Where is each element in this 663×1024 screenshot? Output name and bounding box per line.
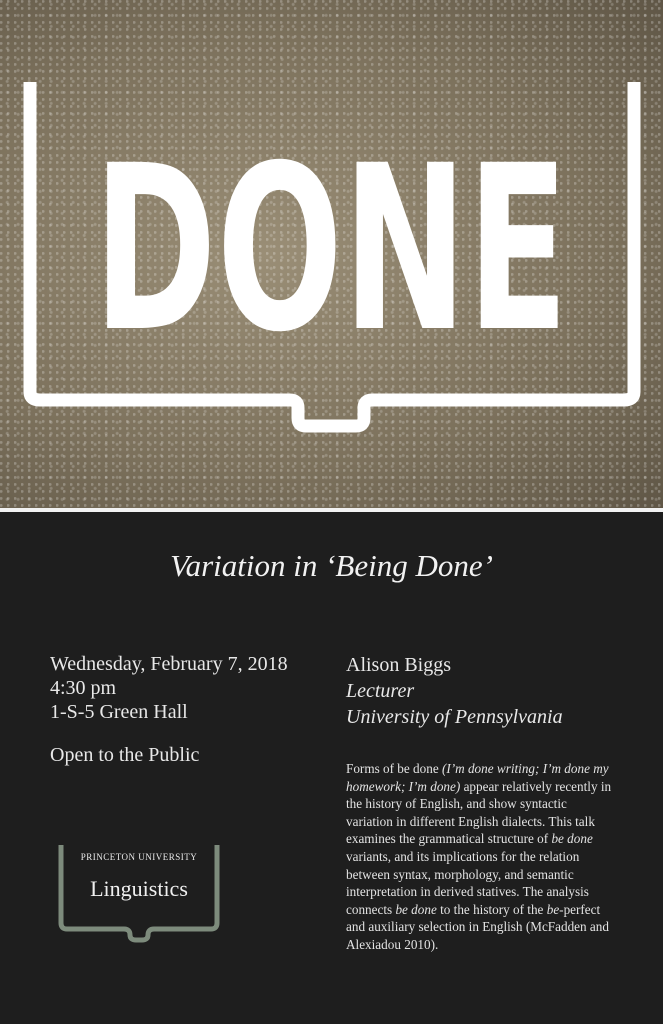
abstract-term: be xyxy=(546,901,560,917)
speaker-role: Lecturer xyxy=(346,680,415,702)
event-access: Open to the Public xyxy=(50,744,200,766)
abstract-term: be done xyxy=(395,901,437,917)
abstract-text: -perfect and auxiliary selection in English (McFadden and Alexiadou 2010). xyxy=(346,901,609,952)
abstract-text: appear relatively recently in the history of English, and show syntactic variation in different English dialects. This talk examines the grammatical structure of xyxy=(346,778,612,847)
abstract-text: to the history of the xyxy=(436,901,547,917)
divider xyxy=(0,508,663,512)
princeton-linguistics-logo xyxy=(58,843,220,943)
event-location: 1-S-5 Green Hall xyxy=(50,701,188,723)
speaker-affiliation: University of Pennsylvania xyxy=(346,706,563,728)
hero-image xyxy=(0,0,663,508)
hero-word: DONE xyxy=(93,116,569,382)
abstract-text: variants, and its implications for the relation between syntax, morphology, and semantic interpretation in derived statives. The analysis connects xyxy=(346,848,589,917)
abstract-term: be done xyxy=(551,831,593,847)
speaker-name: Alison Biggs xyxy=(346,654,452,676)
abstract-examples: (I’m done writing; I’m done my homework; I’m done) xyxy=(346,761,609,794)
logo-university: PRINCETON UNIVERSITY xyxy=(80,852,198,862)
speaker-info xyxy=(346,652,563,730)
abstract-text: Forms of be done xyxy=(346,761,442,776)
event-time: 4:30 pm xyxy=(50,677,117,699)
event-details xyxy=(50,652,288,724)
talk-title: Variation in ‘Being Done’ xyxy=(170,548,493,583)
logo-department: Linguistics xyxy=(90,876,188,901)
book-frame-graphic xyxy=(0,0,663,508)
abstract xyxy=(346,760,616,954)
event-date: Wednesday, February 7, 2018 xyxy=(50,653,288,675)
